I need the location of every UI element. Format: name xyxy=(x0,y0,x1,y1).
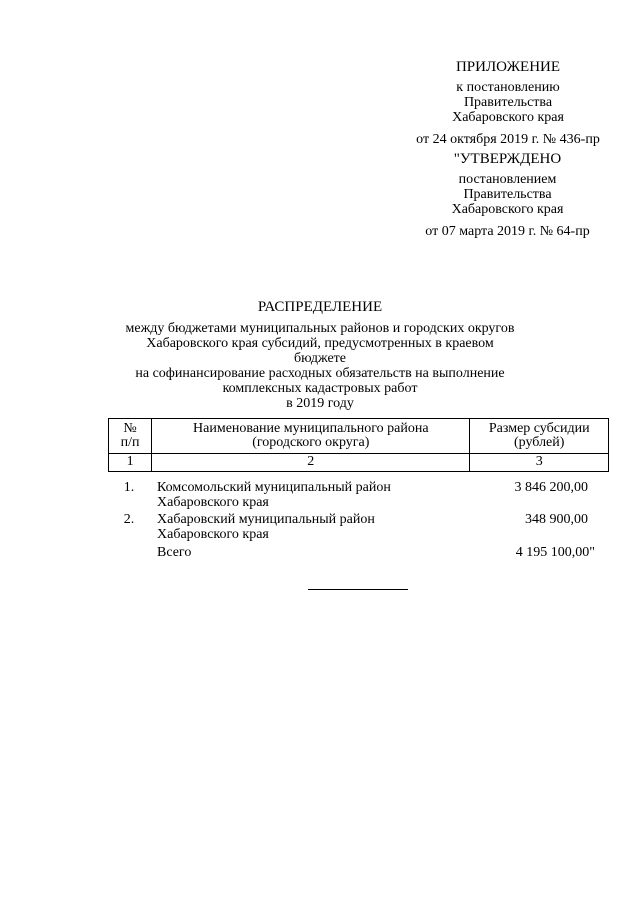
heading-line: в 2019 году xyxy=(286,396,354,411)
header-name-line: (городского округа) xyxy=(252,435,370,450)
row-number: 2. xyxy=(123,512,135,527)
row-amount: 348 900,00 xyxy=(525,512,588,527)
appendix-block xyxy=(385,60,631,147)
total-label: Всего xyxy=(157,545,192,560)
heading-line: на софинансирование расходных обязательств на выполнение xyxy=(135,366,505,381)
row-name-line: Хабаровского края xyxy=(157,527,269,542)
row-number: 1. xyxy=(123,480,135,495)
total-amount: 4 195 100,00" xyxy=(515,545,595,560)
approved-line: постановлением xyxy=(458,172,557,187)
header-number xyxy=(109,419,152,454)
header-amount xyxy=(470,419,609,454)
distribution-table-header xyxy=(108,418,609,472)
document-heading xyxy=(120,300,520,411)
appendix-line: Хабаровского края xyxy=(452,110,564,125)
approved-line: Хабаровского края xyxy=(451,202,564,217)
column-number: 3 xyxy=(470,454,609,472)
heading-line: между бюджетами муниципальных районов и городских округов xyxy=(125,321,515,336)
column-number: 1 xyxy=(109,454,152,472)
row-name-line: Хабаровского края xyxy=(157,495,269,510)
approved-block xyxy=(400,152,615,239)
header-number-line: № xyxy=(123,421,137,436)
closing-divider xyxy=(308,589,408,590)
approved-line: Правительства xyxy=(463,187,552,202)
row-name-line: Хабаровский муниципальный район xyxy=(157,512,375,527)
approved-date: от 07 марта 2019 г. № 64-пр xyxy=(425,224,590,239)
row-name xyxy=(157,480,457,510)
header-name xyxy=(152,419,470,454)
header-amount-line: (рублей) xyxy=(514,435,565,450)
approved-title: "УТВЕРЖДЕНО xyxy=(453,151,562,167)
column-number: 2 xyxy=(152,454,470,472)
appendix-line: к постановлению xyxy=(456,80,560,95)
row-name xyxy=(157,512,457,542)
header-number-line: п/п xyxy=(120,435,140,450)
appendix-date: от 24 октября 2019 г. № 436-пр xyxy=(416,132,600,147)
table-header-row xyxy=(109,419,609,454)
heading-line: комплексных кадастровых работ xyxy=(222,381,418,396)
column-number-row xyxy=(109,454,609,472)
appendix-title: ПРИЛОЖЕНИЕ xyxy=(455,59,561,75)
header-amount-line: Размер субсидии xyxy=(488,421,590,436)
row-amount: 3 846 200,00 xyxy=(514,480,588,495)
heading-line: Хабаровского края субсидий, предусмотренных в краевом бюджете xyxy=(146,336,494,366)
header-name-line: Наименование муниципального района xyxy=(193,421,429,436)
row-name-line: Комсомольский муниципальный район xyxy=(157,480,391,495)
heading-title: РАСПРЕДЕЛЕНИЕ xyxy=(257,299,383,315)
appendix-line: Правительства xyxy=(463,95,553,110)
